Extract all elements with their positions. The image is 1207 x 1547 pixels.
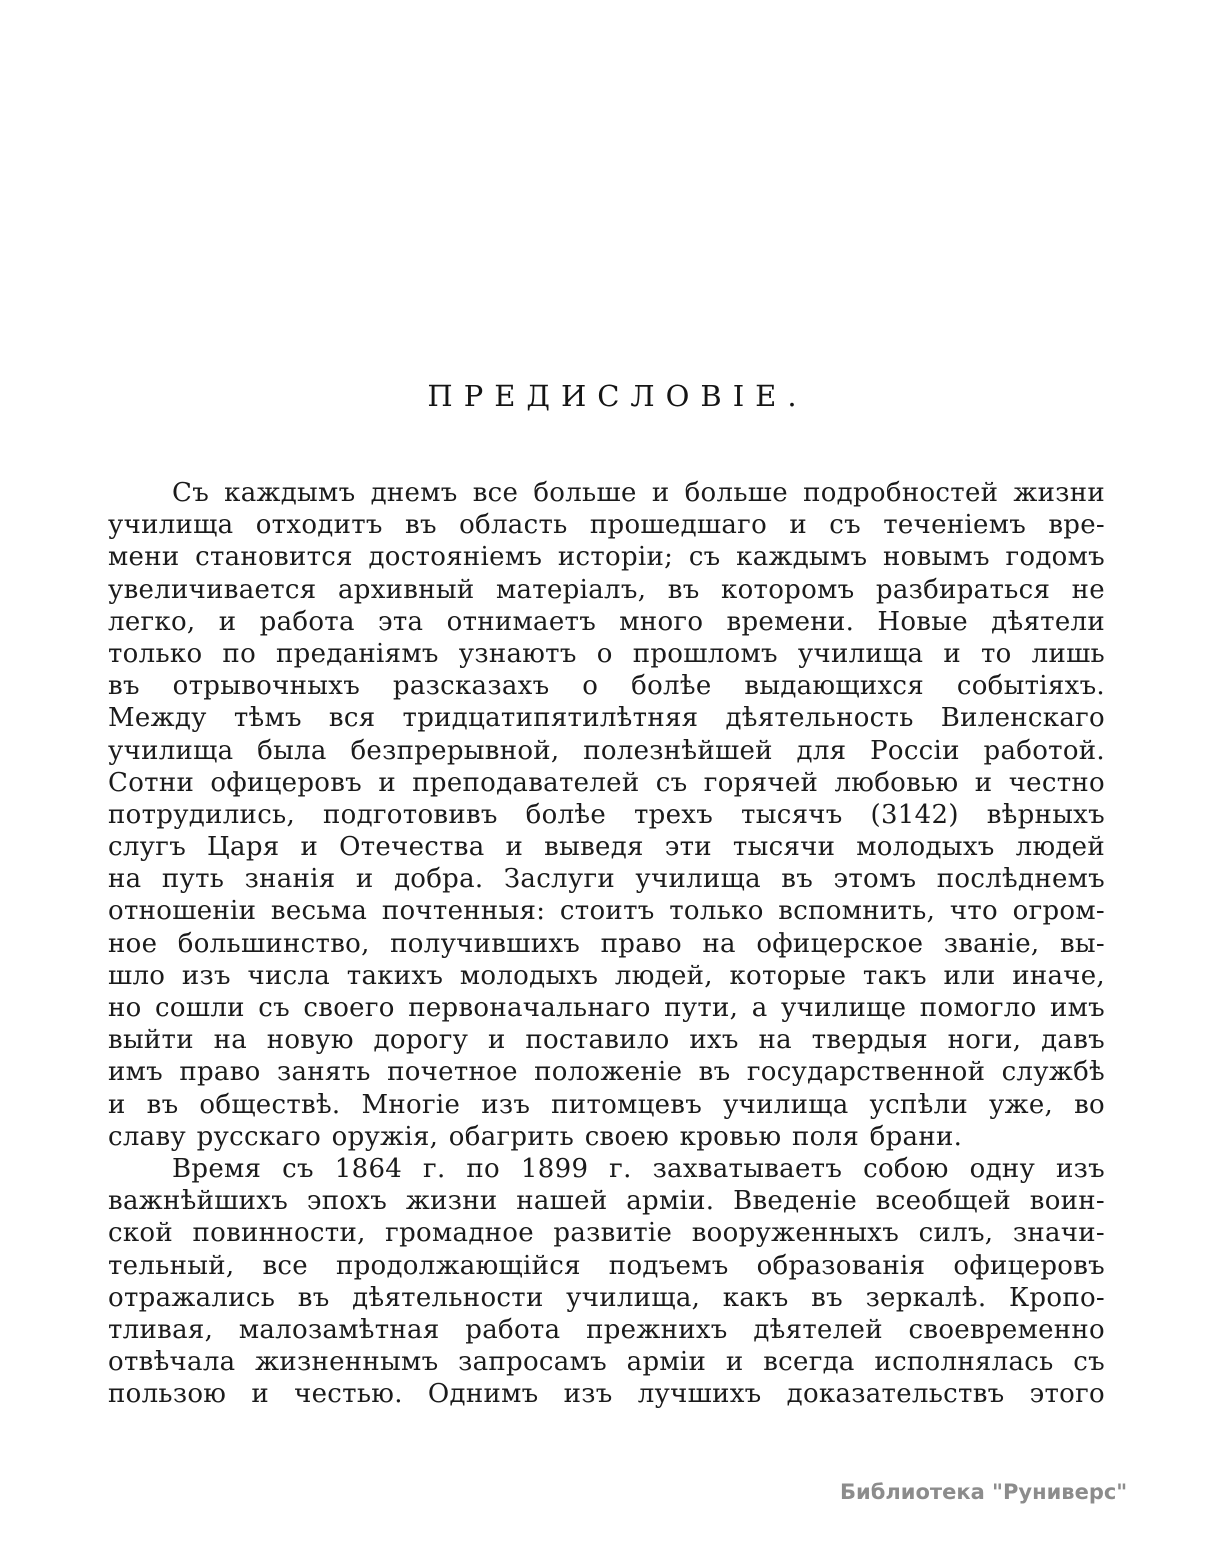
text-line: мени становится достояніемъ исторіи; съ каждымъ новымъ годомъ: [108, 542, 1105, 573]
text-line: Между тѣмъ вся тридцатипятилѣтняя дѣятельность Виленскаго: [108, 703, 1105, 734]
text-line: слугъ Царя и Отечества и выведя эти тысячи молодыхъ людей: [108, 832, 1105, 863]
page-title: ПРЕДИСЛОВІЕ.: [427, 379, 808, 413]
text-block: [108, 477, 1105, 1410]
text-line: и въ обществѣ. Многіе изъ питомцевъ училища успѣли уже, во: [108, 1089, 1105, 1120]
text-line: пользою и честью. Однимъ изъ лучшихъ доказательствъ этого: [108, 1379, 1105, 1410]
text-line: шло изъ числа такихъ молодыхъ людей, которые такъ или иначе,: [108, 960, 1105, 991]
text-line: Съ каждымъ днемъ все больше и больше подробностей жизни: [172, 478, 1105, 508]
text-line: въ отрывочныхъ разсказахъ о болѣе выдающихся событіяхъ.: [108, 671, 1105, 702]
text-line: на путь знанія и добра. Заслуги училища въ этомъ послѣднемъ: [108, 864, 1105, 895]
text-line: имъ право занять почетное положеніе въ государственной службѣ: [108, 1057, 1105, 1088]
text-line: но сошли съ своего первоначальнаго пути, а училище помогло имъ: [108, 993, 1105, 1023]
text-line: ное большинство, получившихъ право на офицерское званіе, вы-: [108, 928, 1105, 959]
text-line: отношеніи весьма почтенныя: стоитъ только вспомнить, что огром-: [108, 896, 1105, 927]
text-line: тливая, малозамѣтная работа прежнихъ дѣятелей своевременно: [108, 1314, 1105, 1345]
text-line: выйти на новую дорогу и поставило ихъ на твердыя ноги, давъ: [108, 1025, 1105, 1056]
text-line: училища отходитъ въ область прошедшаго и съ теченіемъ вре-: [108, 510, 1105, 541]
text-line: славу русскаго оружія, обагрить своею кровью поля брани.: [108, 1121, 963, 1152]
text-line: потрудились, подготовивъ болѣе трехъ тысячъ (3142) вѣрныхъ: [108, 799, 1105, 830]
text-line: училища была безпрерывной, полезнѣйшей для Россіи работой.: [108, 735, 1105, 766]
text-line: легко, и работа эта отнимаетъ много времени. Новые дѣятели: [108, 606, 1105, 637]
text-line: ской повинности, громадное развитіе вооруженныхъ силъ, значи-: [108, 1218, 1105, 1249]
text-line: Время съ 1864 г. по 1899 г. захватываетъ собою одну изъ: [172, 1153, 1105, 1184]
text-line: Сотни офицеровъ и преподавателей съ горячей любовью и честно: [108, 767, 1105, 798]
library-watermark: Библиотека "Руниверс": [840, 1480, 1128, 1504]
text-line: отражались въ дѣятельности училища, какъ въ зеркалѣ. Кропо-: [108, 1282, 1105, 1313]
text-line: увеличивается архивный матеріалъ, въ которомъ разбираться не: [108, 574, 1105, 605]
text-line: только по преданіямъ узнаютъ о прошломъ училища и то лишь: [108, 638, 1105, 669]
text-line: тельный, все продолжающійся подъемъ образованія офицеровъ: [108, 1250, 1105, 1281]
text-line: отвѣчала жизненнымъ запросамъ арміи и всегда исполнялась съ: [108, 1347, 1105, 1378]
text-line: важнѣйшихъ эпохъ жизни нашей арміи. Введеніе всеобщей воин-: [108, 1186, 1105, 1217]
